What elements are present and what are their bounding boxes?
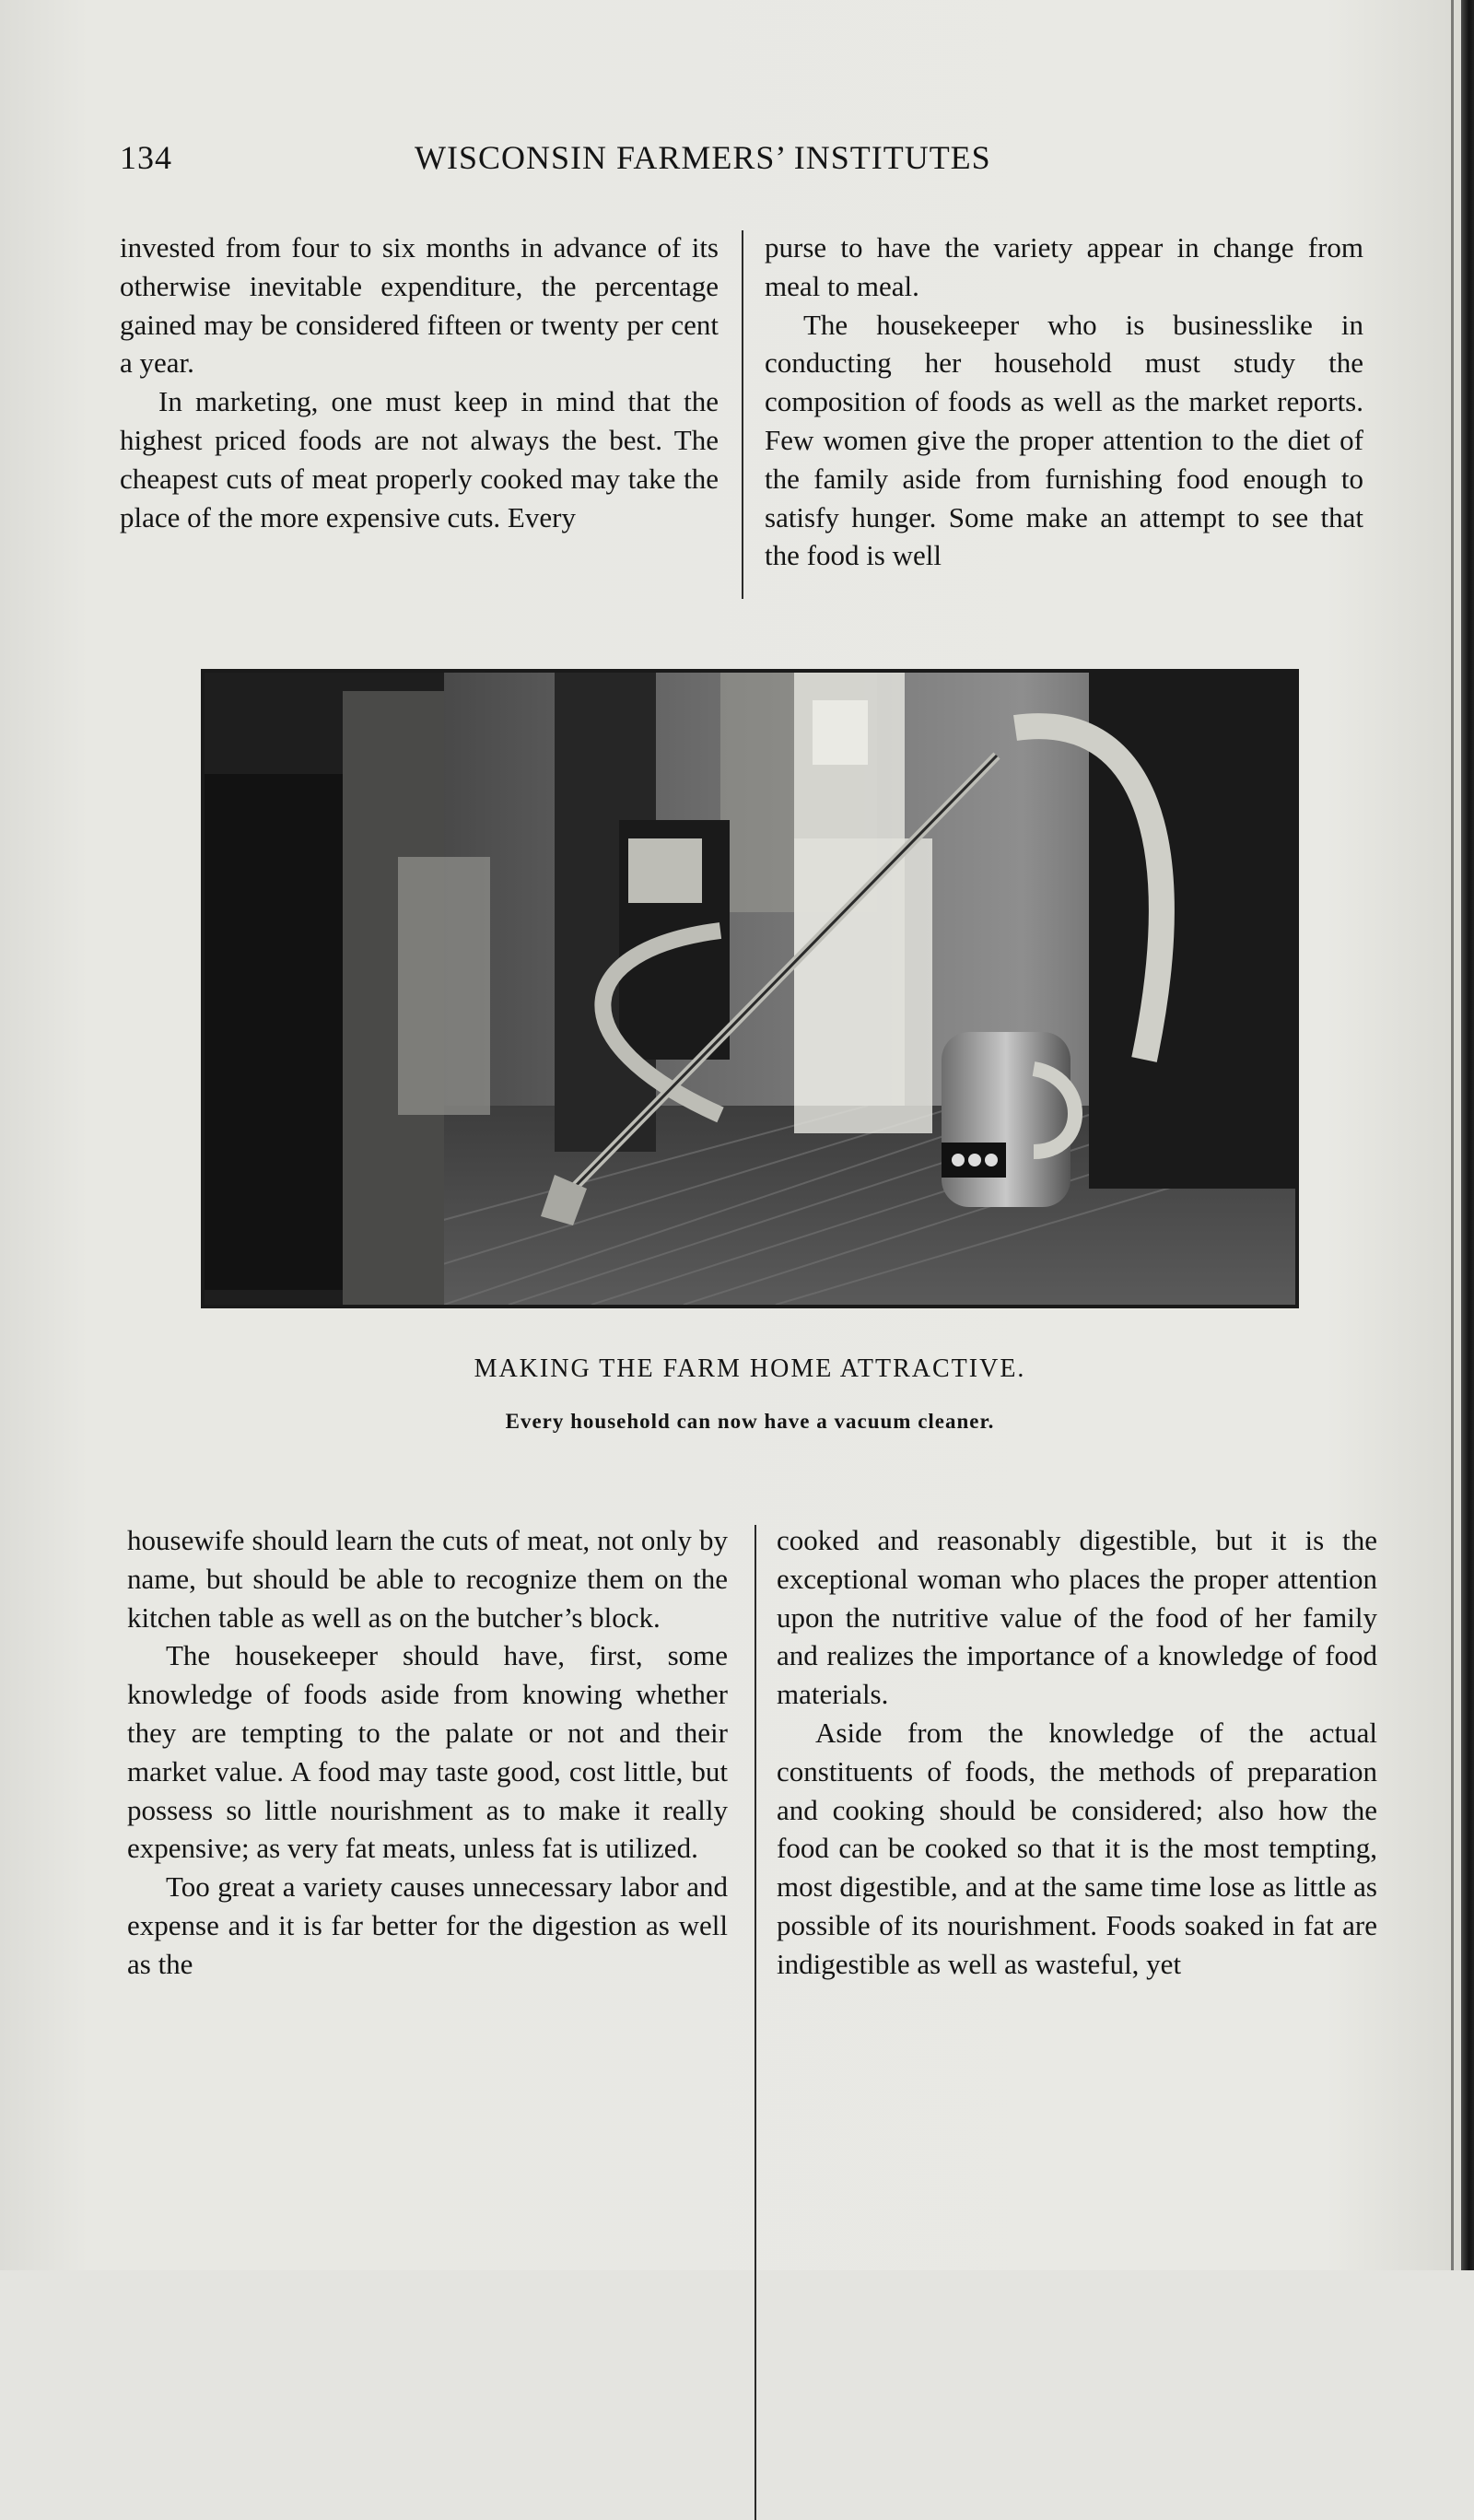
binding-shadow	[1451, 0, 1454, 2270]
paragraph: housewife should learn the cuts of meat, not only by name, but should be able to recognize them on the kitchen table as well as on the butcher’s block.	[127, 1524, 728, 1634]
figure-caption-title: MAKING THE FARM HOME ATTRACTIVE.	[474, 1354, 1026, 1383]
paragraph: Too great a variety causes unnecessary labor and expense and it is far better for the digestion as well as the	[127, 1870, 728, 1980]
page-header	[120, 138, 1069, 184]
photo-illustration	[205, 673, 1295, 1305]
column-divider	[755, 1525, 756, 2520]
running-title: WISCONSIN FARMERS’ INSTITUTES	[415, 139, 991, 176]
paragraph: invested from four to six months in advance of its otherwise inevitable expenditure, the percentage gained may be considered fifteen or twenty per cent a year.	[120, 231, 719, 380]
bottom-left-column	[127, 1521, 728, 1984]
page-edge	[1461, 0, 1474, 2270]
page-number: 134	[120, 139, 172, 176]
column-divider	[742, 230, 743, 599]
paragraph: The housekeeper should have, first, some knowledge of foods aside from knowing whether they are tempting to the palate or not and their market value. A food may taste good, cost little, but possess so little nourishment as to make it really expensive; as very fat meats, unless fat is utilized.	[127, 1639, 728, 1865]
paragraph: The housekeeper who is businesslike in conducting her household must study the composition of foods as well as the market reports. Few women give the proper attention to the diet of the family aside from furnishing food enough to satisfy hunger. Some make an attempt to see that the food is well	[765, 308, 1363, 572]
paragraph: purse to have the variety appear in change from meal to meal.	[765, 231, 1363, 302]
bottom-right-column	[777, 1521, 1377, 1984]
paragraph: Aside from the knowledge of the actual constituents of foods, the methods of preparation and cooking should be considered; also how the food can be cooked so that it is the most tempting, most digestible, and at the same time lose as little as possible of its nourishment. Foods soaked in fat are indigestible as well as wasteful, yet	[777, 1716, 1377, 1980]
paragraph: cooked and reasonably digestible, but it is the exceptional woman who places the proper attention upon the nutritive value of the food of her family and realizes the importance of a knowledge of food materials.	[777, 1524, 1377, 1711]
top-left-column	[120, 229, 719, 536]
figure-caption-subtitle: Every household can now have a vacuum cleaner.	[505, 1410, 995, 1433]
top-right-column	[765, 229, 1363, 575]
vacuum-cleaner-photo	[201, 669, 1299, 1308]
paragraph: In marketing, one must keep in mind that the highest priced foods are not always the best. The cheapest cuts of meat properly cooked may take the place of the more expensive cuts. Every	[120, 385, 719, 533]
